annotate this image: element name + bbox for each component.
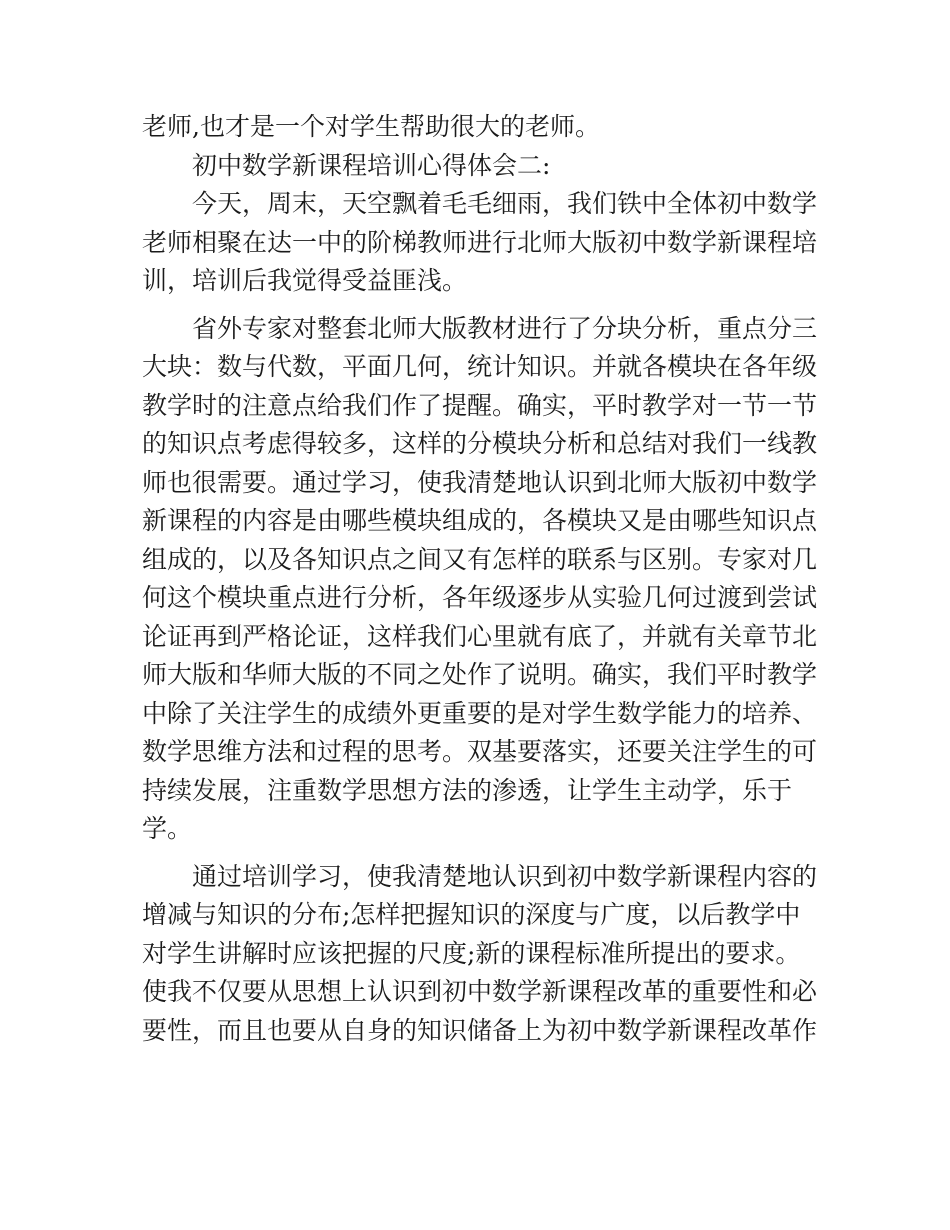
text-line: 对学生讲解时应该把握的尺度;新的课程标准所提出的要求。	[142, 938, 801, 968]
text-line: 大块：数与代数，平面几何，统计知识。并就各模块在各年级	[142, 352, 818, 381]
text-line: 老师,也才是一个对学生帮助很大的老师。	[142, 112, 600, 141]
text-line: 教学时的注意点给我们作了提醒。确实，平时教学对一节一节	[142, 390, 818, 420]
text-line: 新课程的内容是由哪些模块组成的，各模块又是由哪些知识点	[142, 506, 818, 535]
text-line: 省外专家对整套北师大版教材进行了分块分析，重点分三	[192, 313, 818, 343]
text-line: 数学思维方法和过程的思考。双基要落实，还要关注学生的可	[142, 737, 818, 766]
text-line: 通过培训学习，使我清楚地认识到初中数学新课程内容的	[192, 861, 818, 891]
text-line: 使我不仅要从思想上认识到初中数学新课程改革的重要性和必	[142, 977, 818, 1006]
document-body	[142, 108, 818, 1050]
section-heading: 初中数学新课程培训心得体会二:	[192, 150, 551, 180]
text-line: 训，培训后我觉得受益匪浅。	[142, 266, 468, 295]
text-line: 的知识点考虑得较多，这样的分模块分析和总结对我们一线教	[142, 429, 818, 458]
text-line: 持续发展，注重数学思想方法的渗透，让学生主动学，乐于	[142, 775, 793, 805]
text-line: 组成的，以及各知识点之间又有怎样的联系与区别。专家对几	[142, 544, 818, 574]
text-line: 论证再到严格论证，这样我们心里就有底了，并就有关章节北	[142, 621, 818, 651]
text-line: 中除了关注学生的成绩外更重要的是对学生数学能力的培养、	[142, 698, 818, 728]
text-line: 师大版和华师大版的不同之处作了说明。确实，我们平时教学	[142, 660, 818, 689]
text-line: 要性，而且也要从自身的知识储备上为初中数学新课程改革作	[142, 1015, 818, 1045]
text-line: 学。	[142, 814, 193, 843]
text-line: 老师相聚在达一中的阶梯教师进行北师大版初中数学新课程培	[142, 227, 818, 257]
text-line: 今天，周末，天空飘着毛毛细雨，我们铁中全体初中数学	[192, 189, 818, 218]
text-line: 师也很需要。通过学习，使我清楚地认识到北师大版初中数学	[142, 467, 818, 497]
text-line: 何这个模块重点进行分析，各年级逐步从实验几何过渡到尝试	[142, 583, 818, 612]
text-line: 增减与知识的分布;怎样把握知识的深度与广度，以后教学中	[142, 900, 801, 929]
